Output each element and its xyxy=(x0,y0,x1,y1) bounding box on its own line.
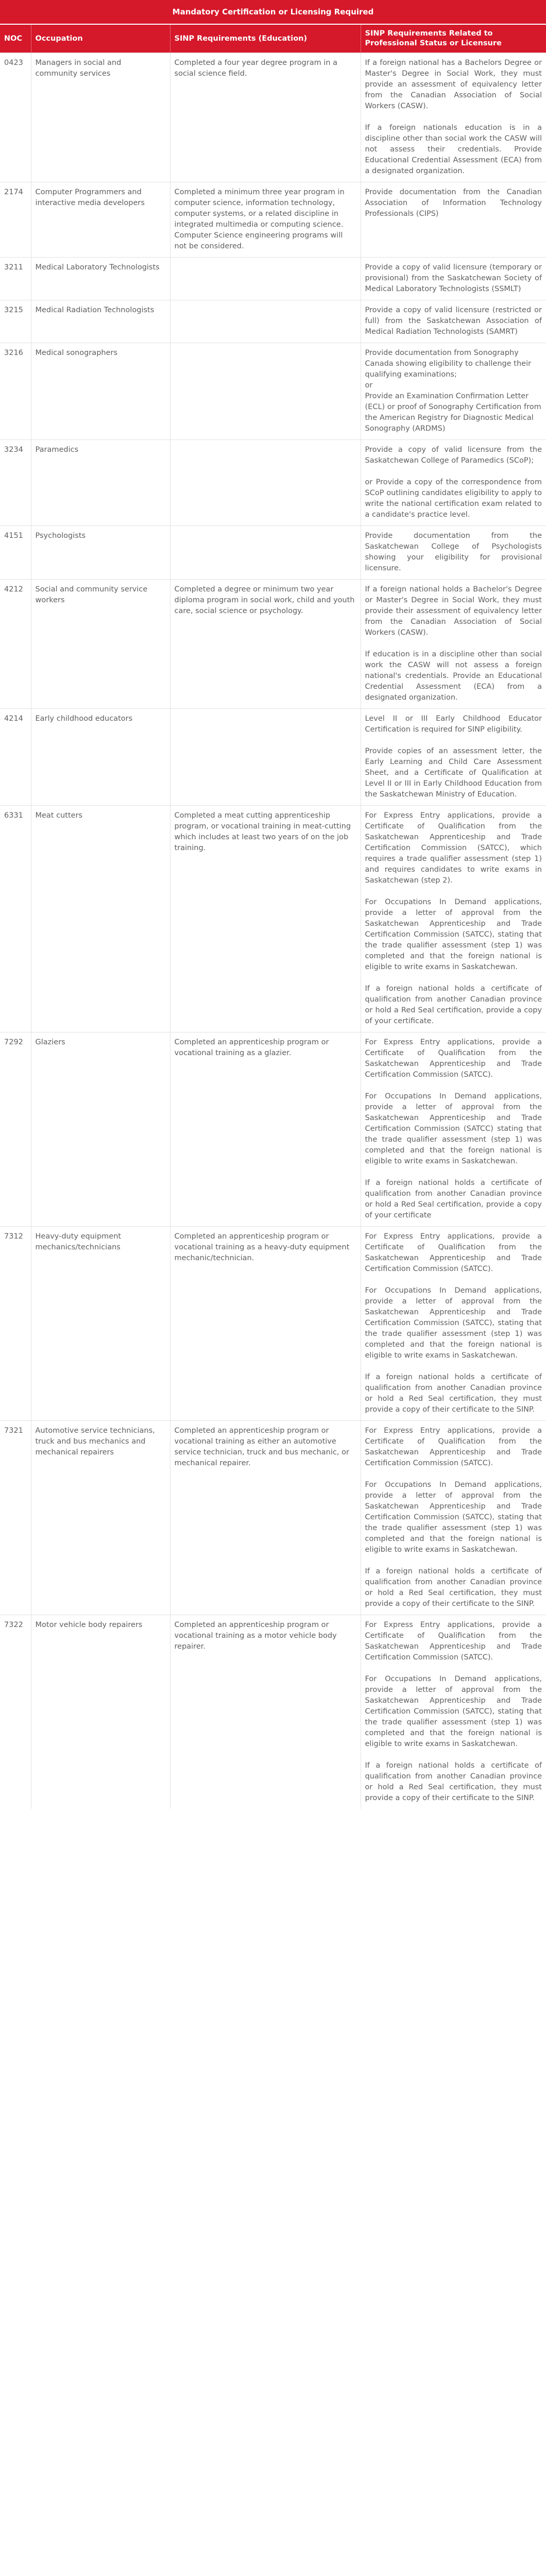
requirement-paragraph: or Provide a copy of the correspondence from SCoP outlining candidates eligibility to apply to write the national certification exam related to a candidate's practice level. xyxy=(365,478,542,519)
occupation-name: Motor vehicle body repairers xyxy=(31,1615,170,1809)
licensure-requirement xyxy=(361,580,546,709)
requirement-paragraph: If a foreign nationals education is in a discipline other than social work the CASW will not assess their credentials. Provide Educational Credential Assessment (ECA) from a designated organization. xyxy=(365,124,542,175)
occupation-name: Paramedics xyxy=(31,440,170,526)
education-requirement xyxy=(170,440,361,526)
table-row xyxy=(0,53,546,182)
licensure-requirement xyxy=(361,1032,546,1227)
licensure-requirement xyxy=(361,53,546,182)
requirement-paragraph: For Express Entry applications, provide a Certificate of Qualification from the Saskatchewan Apprenticeship and Trade Certification Commission (SATCC). xyxy=(365,1621,542,1662)
table-row xyxy=(0,440,546,526)
requirement-paragraph: For Occupations In Demand applications, provide a letter of approval from the Saskatchewan Apprenticeship and Trade Certification Commission (SATCC), stating that the trade qualifier assessment (step 1) was completed and that the foreign national is eligible to write exams in Saskatchewan. xyxy=(365,1675,542,1748)
table-row xyxy=(0,1421,546,1615)
requirement-paragraph: Provide a copy of valid licensure from the Saskatchewan College of Paramedics (SCoP); xyxy=(365,446,542,465)
licensure-requirement xyxy=(361,343,546,440)
header-row xyxy=(0,25,546,53)
education-requirement xyxy=(170,343,361,440)
certification-table xyxy=(0,25,546,1809)
requirement-paragraph: If a foreign national holds a certificate of qualification from another Canadian province or hold a Red Seal certification, provide a copy of your certificate xyxy=(365,1179,542,1219)
licensure-requirement xyxy=(361,1615,546,1809)
education-requirement xyxy=(170,709,361,806)
licensure-requirement xyxy=(361,806,546,1032)
education-requirement xyxy=(170,300,361,343)
table-row xyxy=(0,343,546,440)
education-requirement: Completed a meat cutting apprenticeship program, or vocational training in meat-cutting which includes at least two years of on the job training. xyxy=(170,806,361,1032)
table-row xyxy=(0,258,546,300)
licensure-requirement xyxy=(361,1227,546,1421)
requirement-paragraph: For Occupations In Demand applications, provide a letter of approval from the Saskatchewan Apprenticeship and Trade Certification Commission (SATCC), stating that the trade qualifier assessment (step 1) was completed and that the foreign national is eligible to write exams in Saskatchewan. xyxy=(365,1481,542,1554)
requirement-paragraph: If education is in a discipline other than social work the CASW will not assess a foreign national's credentials. Provide an Educational Credential Assessment (ECA) from a designated organization. xyxy=(365,650,542,702)
education-requirement: Completed an apprenticeship program or vocational training as a heavy-duty equipment mechanic/technician. xyxy=(170,1227,361,1421)
occupation-name: Medical Laboratory Technologists xyxy=(31,258,170,300)
requirement-paragraph: Provide documentation from Sonography Canada showing eligibility to challenge their qualifying examinations; or Provide an Examination Confirmation Letter (ECL) or proof of Sonography Certification from the American Registry for Diagnostic Medical Sonography (ARDMS) xyxy=(365,349,541,433)
table-body xyxy=(0,53,546,1809)
requirement-paragraph: For Express Entry applications, provide a Certificate of Qualification from the Saskatchewan Apprenticeship and Trade Certification Commission (SATCC). xyxy=(365,1232,542,1273)
noc-code: 4212 xyxy=(0,580,31,709)
occupation-name: Medical Radiation Technologists xyxy=(31,300,170,343)
noc-code: 0423 xyxy=(0,53,31,182)
noc-code: 3211 xyxy=(0,258,31,300)
education-requirement: Completed an apprenticeship program or vocational training as either an automotive service technician, truck and bus mechanic, or mechanical repairer. xyxy=(170,1421,361,1615)
occupation-name: Heavy-duty equipment mechanics/technicians xyxy=(31,1227,170,1421)
requirement-paragraph: If a foreign national has a Bachelors Degree or Master's Degree in Social Work, they must provide an assessment of equivalency letter from the Canadian Association of Social Workers (CASW). xyxy=(365,59,542,110)
education-requirement: Completed an apprenticeship program or vocational training as a motor vehicle body repairer. xyxy=(170,1615,361,1809)
occupation-name: Automotive service technicians, truck and bus mechanics and mechanical repairers xyxy=(31,1421,170,1615)
occupation-name: Social and community service workers xyxy=(31,580,170,709)
licensure-requirement xyxy=(361,709,546,806)
header-occupation: Occupation xyxy=(31,25,170,53)
licensure-requirement xyxy=(361,526,546,580)
occupation-name: Managers in social and community services xyxy=(31,53,170,182)
licensure-requirement xyxy=(361,440,546,526)
occupation-name: Meat cutters xyxy=(31,806,170,1032)
education-requirement xyxy=(170,526,361,580)
requirement-paragraph: If a foreign national holds a certificate of qualification from another Canadian province or hold a Red Seal certification, they must provide a copy of their certificate to the SINP. xyxy=(365,1567,542,1608)
requirement-paragraph: Level II or III Early Childhood Educator Certification is required for SINP eligibility. xyxy=(365,715,542,734)
noc-code: 3215 xyxy=(0,300,31,343)
requirement-paragraph: Provide copies of an assessment letter, the Early Learning and Child Care Assessment Sheet, and a Certificate of Qualification at Level II or III in Early Childhood Education from the Saskatchewan Ministry of Education. xyxy=(365,747,542,799)
noc-code: 7312 xyxy=(0,1227,31,1421)
occupation-name: Medical sonographers xyxy=(31,343,170,440)
education-requirement: Completed a minimum three year program in computer science, information technology, computer systems, or a related discipline in integrated multimedia or computing science. Computer Science engineering programs will not be considered. xyxy=(170,182,361,258)
education-requirement: Completed a four year degree program in a social science field. xyxy=(170,53,361,182)
header-noc: NOC xyxy=(0,25,31,53)
requirement-paragraph: If a foreign national holds a certificate of qualification from another Canadian province or hold a Red Seal certification, provide a copy of your certificate. xyxy=(365,985,542,1025)
table-row xyxy=(0,709,546,806)
table-row xyxy=(0,580,546,709)
education-requirement xyxy=(170,258,361,300)
table-row xyxy=(0,1032,546,1227)
requirement-paragraph: For Express Entry applications, provide a Certificate of Qualification from the Saskatchewan Apprenticeship and Trade Certification Commission (SATCC). xyxy=(365,1038,542,1079)
noc-code: 7292 xyxy=(0,1032,31,1227)
noc-code: 6331 xyxy=(0,806,31,1032)
table-row xyxy=(0,806,546,1032)
table-row xyxy=(0,1615,546,1809)
requirement-paragraph: Provide a copy of valid licensure (temporary or provisional) from the Saskatchewan Society of Medical Laboratory Technologists (SSMLT) xyxy=(365,263,542,293)
noc-code: 3234 xyxy=(0,440,31,526)
requirement-paragraph: Provide documentation from the Canadian Association of Information Technology Professionals (CIPS) xyxy=(365,188,542,218)
occupation-name: Early childhood educators xyxy=(31,709,170,806)
education-requirement: Completed an apprenticeship program or vocational training as a glazier. xyxy=(170,1032,361,1227)
licensure-requirement xyxy=(361,1421,546,1615)
requirement-paragraph: For Express Entry applications, provide a Certificate of Qualification from the Saskatchewan Apprenticeship and Trade Certification Commission (SATCC). xyxy=(365,1427,542,1467)
requirement-paragraph: If a foreign national holds a Bachelor's Degree or Master's Degree in Social Work, they must provide their assessment of equivalency letter from the Canadian Association of Social Workers (CASW). xyxy=(365,585,542,637)
table-title: Mandatory Certification or Licensing Required xyxy=(0,0,546,25)
requirement-paragraph: For Occupations In Demand applications, provide a letter of approval from the Saskatchewan Apprenticeship and Trade Certification Commission (SATCC), stating that the trade qualifier assessment (step 1) was completed and that the foreign national is eligible to write exams in Saskatchewan. xyxy=(365,898,542,971)
table-row xyxy=(0,182,546,258)
header-education: SINP Requirements (Education) xyxy=(170,25,361,53)
requirement-paragraph: If a foreign national holds a certificate of qualification from another Canadian province or hold a Red Seal certification, they must provide a copy of their certificate to the SINP. xyxy=(365,1761,542,1802)
requirement-paragraph: Provide documentation from the Saskatchewan College of Psychologists showing your eligibility for provisional licensure. xyxy=(365,532,542,572)
requirement-paragraph: For Occupations In Demand applications, provide a letter of approval from the Saskatchewan Apprenticeship and Trade Certification Commission (SATCC) stating that the trade qualifier assessment (step 1) was completed and that the foreign national is eligible to write exams in Saskatchewan. xyxy=(365,1092,542,1165)
table-row xyxy=(0,526,546,580)
education-requirement: Completed a degree or minimum two year diploma program in social work, child and youth care, social science or psychology. xyxy=(170,580,361,709)
noc-code: 7321 xyxy=(0,1421,31,1615)
noc-code: 2174 xyxy=(0,182,31,258)
noc-code: 3216 xyxy=(0,343,31,440)
requirement-paragraph: If a foreign national holds a certificate of qualification from another Canadian province or hold a Red Seal certification, they must provide a copy of their certificate to the SINP. xyxy=(365,1373,542,1414)
licensure-requirement xyxy=(361,300,546,343)
header-requirements: SINP Requirements Related to Professional Status or Licensure xyxy=(361,25,546,53)
occupation-name: Psychologists xyxy=(31,526,170,580)
noc-code: 4151 xyxy=(0,526,31,580)
table-row xyxy=(0,1227,546,1421)
occupation-name: Glaziers xyxy=(31,1032,170,1227)
requirement-paragraph: For Express Entry applications, provide a Certificate of Qualification from the Saskatchewan Apprenticeship and Trade Certification Commission (SATCC), which requires a trade qualifier assessment (step 1) and requires candidates to write exams in Saskatchewan (step 2). xyxy=(365,811,542,885)
requirement-paragraph: Provide a copy of valid licensure (restricted or full) from the Saskatchewan Association of Medical Radiation Technologists (SAMRT) xyxy=(365,306,542,336)
requirement-paragraph: For Occupations In Demand applications, provide a letter of approval from the Saskatchewan Apprenticeship and Trade Certification Commission (SATCC), stating that the trade qualifier assessment (step 1) was completed and that the foreign national is eligible to write exams in Saskatchewan. xyxy=(365,1286,542,1360)
noc-code: 7322 xyxy=(0,1615,31,1809)
table-row xyxy=(0,300,546,343)
noc-code: 4214 xyxy=(0,709,31,806)
licensure-requirement xyxy=(361,258,546,300)
occupation-name: Computer Programmers and interactive media developers xyxy=(31,182,170,258)
licensure-requirement xyxy=(361,182,546,258)
